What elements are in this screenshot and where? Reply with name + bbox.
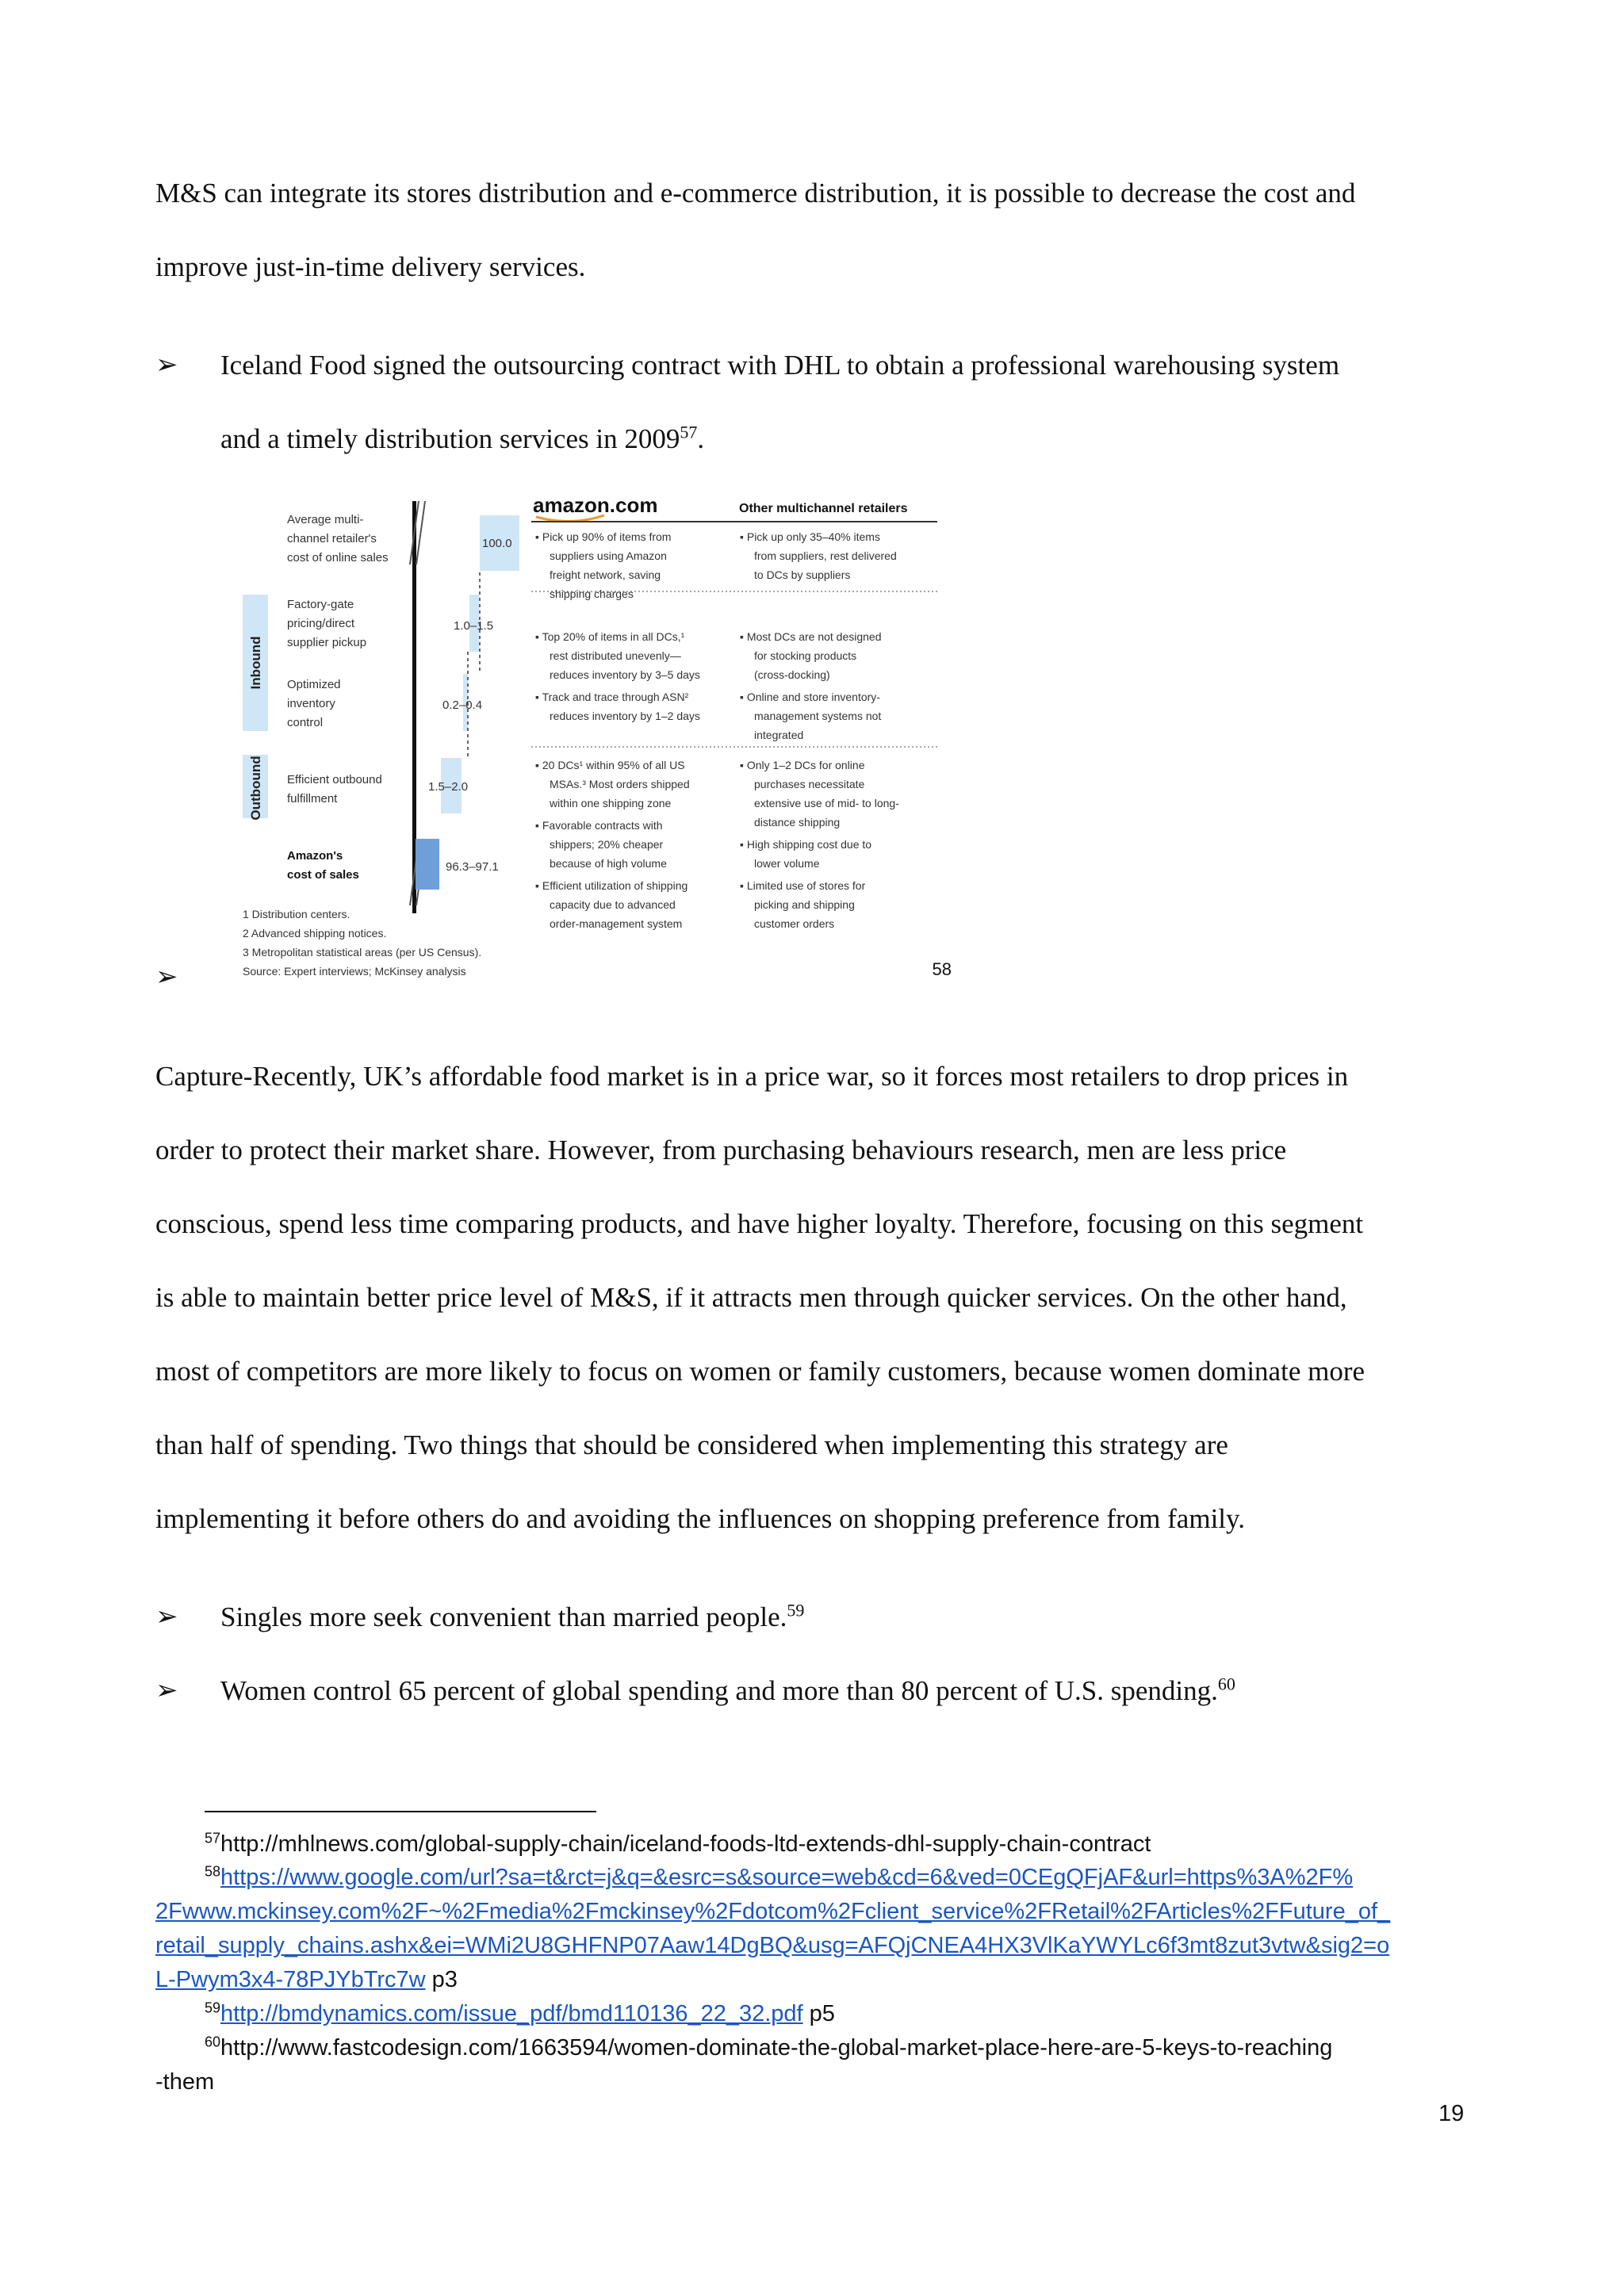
- footnote-58-link-end[interactable]: L-Pwym3x4-78PJYbTrc7w: [155, 1967, 426, 1992]
- footnote-58: $^{58}$https://www.google.com/url?sa=t&rct=j&q=&esrc=s&source=web&cd=6&ved=0CEgQFjAF&url=https%3A%2F%: [205, 1863, 1354, 1890]
- other-cell: from suppliers, rest delivered: [754, 549, 897, 562]
- figure-ref: 58: [932, 959, 952, 979]
- footnote-58-link[interactable]: https://www.google.com/url?sa=t&rct=j&q=&esrc=s&source=web&cd=6&ved=0CEgQFjAF&url=https%3A%2F%: [220, 1865, 1354, 1890]
- amazon-cell: rest distributed unevenly—: [550, 649, 681, 662]
- other-cell: ▪ Pick up only 35–40% items: [740, 530, 880, 543]
- amazon-cell: ▪ Favorable contracts with: [535, 819, 663, 832]
- row-label: cost of online sales: [287, 551, 389, 564]
- bullet-arrow-icon: ➢: [155, 1676, 178, 1705]
- amazon-cell: suppliers using Amazon: [550, 549, 667, 562]
- row-label: fulfillment: [287, 792, 338, 806]
- amazon-cell: MSAs.³ Most orders shipped: [550, 778, 690, 790]
- paragraph-line: than half of spending. Two things that should be considered when implementing this strategy are: [155, 1429, 1228, 1460]
- footnote-58-cont[interactable]: retail_supply_chains.ashx&ei=WMi2U8GHFNP07Aaw14DgBQ&usg=AFQjCNEA4HX3VlKaYWYLc6f3mt8zut3vtw&sig2=o: [155, 1933, 1390, 1958]
- row-label: Optimized: [287, 678, 341, 691]
- footnote-60: $^{60}$http://www.fastcodesign.com/1663594/women-dominate-the-global-market-place-here-are-5-keys-to-reaching: [205, 2034, 1333, 2061]
- footnote-separator: [205, 1811, 596, 1812]
- bullet-text: Women control 65 percent of global spending and more than 80 percent of U.S. spending.$^{60}$: [220, 1674, 1235, 1706]
- amazon-cell: freight network, saving: [550, 568, 661, 581]
- footnote-ref: 60: [1217, 1674, 1235, 1694]
- row-label: Amazon's: [287, 849, 343, 863]
- other-cell: ▪ Most DCs are not designed: [740, 630, 882, 643]
- row-value: 0.2–0.4: [442, 698, 483, 712]
- other-cell: integrated: [754, 729, 804, 741]
- row-value: 96.3–97.1: [446, 860, 499, 874]
- other-cell: distance shipping: [754, 816, 841, 828]
- row-label: cost of sales: [287, 868, 359, 882]
- figure-note: Source: Expert interviews; McKinsey analysis: [243, 965, 466, 978]
- paragraph-line: conscious, spend less time comparing products, and have higher loyalty. Therefore, focusing on this segment: [155, 1208, 1364, 1239]
- row-label: Efficient outbound: [287, 773, 382, 786]
- footnote-59-link[interactable]: http://bmdynamics.com/issue_pdf/bmd110136_22_32.pdf: [220, 2001, 803, 2026]
- footnote-58-cont[interactable]: 2Fwww.mckinsey.com%2F~%2Fmedia%2Fmckinsey%2Fdotcom%2Fclient_service%2FRetail%2FArticles%2FFuture_of_: [155, 1899, 1391, 1924]
- amazon-cell: ▪ 20 DCs¹ within 95% of all US: [535, 759, 685, 771]
- bullet-text: Iceland Food signed the outsourcing contract with DHL to obtain a professional warehousing system: [220, 350, 1340, 381]
- other-cell: ▪ Online and store inventory-: [740, 691, 880, 703]
- footnote-ref: 59: [787, 1600, 805, 1621]
- amazon-cell: ▪ Efficient utilization of shipping: [535, 879, 688, 892]
- other-cell: extensive use of mid- to long-: [754, 797, 899, 809]
- amazon-cell: shippers; 20% cheaper: [550, 838, 664, 851]
- amazon-logo: amazon.com: [533, 493, 658, 517]
- other-retailers-header: Other multichannel retailers: [739, 502, 908, 515]
- other-cell: purchases necessitate: [754, 778, 865, 790]
- other-cell: (cross-docking): [754, 668, 830, 681]
- footnote-57: $^{57}$http://mhlnews.com/global-supply-chain/iceland-foods-ltd-extends-dhl-supply-chain-contract: [205, 1830, 1151, 1857]
- other-cell: management systems not: [754, 710, 882, 722]
- paragraph-line: order to protect their market share. However, from purchasing behaviours research, men are less price: [155, 1135, 1287, 1165]
- row-label: channel retailer's: [287, 532, 377, 545]
- amazon-cell: ▪ Top 20% of items in all DCs,¹: [535, 630, 685, 643]
- amazon-cell: reduces inventory by 3–5 days: [550, 668, 700, 681]
- outbound-label: Outbound: [248, 756, 263, 821]
- amazon-cost-figure: [238, 493, 956, 999]
- footnote-59: $^{59}$http://bmdynamics.com/issue_pdf/bmd110136_22_32.pdf p5: [205, 1999, 835, 2026]
- paragraph-line: Capture-Recently, UK’s affordable food market is in a price war, so it forces most retailers to drop prices in: [155, 1061, 1349, 1092]
- bullet-text: Singles more seek convenient than married people.$^{59}$: [220, 1600, 805, 1632]
- amazon-cell: capacity due to advanced: [550, 898, 676, 911]
- row-label: Average multi-: [287, 513, 364, 526]
- figure-note: 3 Metropolitan statistical areas (per US Census).: [243, 946, 482, 959]
- paragraph-line: is able to maintain better price level of M&S, if it attracts men through quicker services. On the other hand,: [155, 1282, 1347, 1313]
- footnote-58-cont: L-Pwym3x4-78PJYbTrc7w p3: [155, 1967, 458, 1992]
- row-value: 1.5–2.0: [428, 780, 469, 794]
- row-label: control: [287, 716, 324, 729]
- other-cell: picking and shipping: [754, 898, 855, 911]
- inbound-label: Inbound: [248, 636, 263, 690]
- other-cell: lower volume: [754, 857, 820, 870]
- other-cell: ▪ Only 1–2 DCs for online: [740, 759, 865, 771]
- other-cell: for stocking products: [754, 649, 857, 662]
- amazon-cell: ▪ Pick up 90% of items from: [535, 530, 672, 543]
- row-value: 1.0–1.5: [454, 619, 494, 633]
- paragraph-line: implementing it before others do and avoiding the influences on shopping preference from family.: [155, 1503, 1245, 1534]
- row-value: 100.0: [482, 537, 512, 550]
- other-cell: to DCs by suppliers: [754, 568, 851, 581]
- footnote-ref: 57: [680, 422, 698, 442]
- footnote-60-cont: -them: [155, 2069, 215, 2095]
- other-cell: customer orders: [754, 917, 835, 930]
- other-cell: ▪ Limited use of stores for: [740, 879, 866, 892]
- amazon-cell: because of high volume: [550, 857, 667, 870]
- amazon-cell: within one shipping zone: [550, 797, 672, 809]
- bullet-arrow-icon: ➢: [155, 350, 178, 380]
- page-number: 19: [1438, 2101, 1465, 2126]
- row-label: supplier pickup: [287, 636, 367, 649]
- bullet-arrow-icon: ➢: [155, 962, 178, 992]
- amazon-cell: reduces inventory by 1–2 days: [550, 710, 700, 722]
- amazon-cell: order-management system: [550, 917, 683, 930]
- row-label: pricing/direct: [287, 617, 355, 630]
- paragraph-line: M&S can integrate its stores distribution and e-commerce distribution, it is possible to decrease the cost and: [155, 178, 1356, 209]
- bullet-arrow-icon: ➢: [155, 1602, 178, 1632]
- other-cell: ▪ High shipping cost due to: [740, 838, 872, 851]
- paragraph-line: most of competitors are more likely to focus on women or family customers, because women dominate more: [155, 1356, 1365, 1387]
- amazon-cell: shipping charges: [550, 587, 634, 600]
- bar-amazon-cost: [416, 839, 439, 890]
- row-label: inventory: [287, 697, 335, 710]
- paragraph-line: improve just-in-time delivery services.: [155, 251, 586, 282]
- figure-note: 1 Distribution centers.: [243, 908, 350, 920]
- bullet-text: and a timely distribution services in 2009$^{57}$.: [220, 422, 705, 454]
- row-label: Factory-gate: [287, 598, 354, 611]
- figure-note: 2 Advanced shipping notices.: [243, 927, 387, 939]
- amazon-cell: ▪ Track and trace through ASN²: [535, 691, 689, 703]
